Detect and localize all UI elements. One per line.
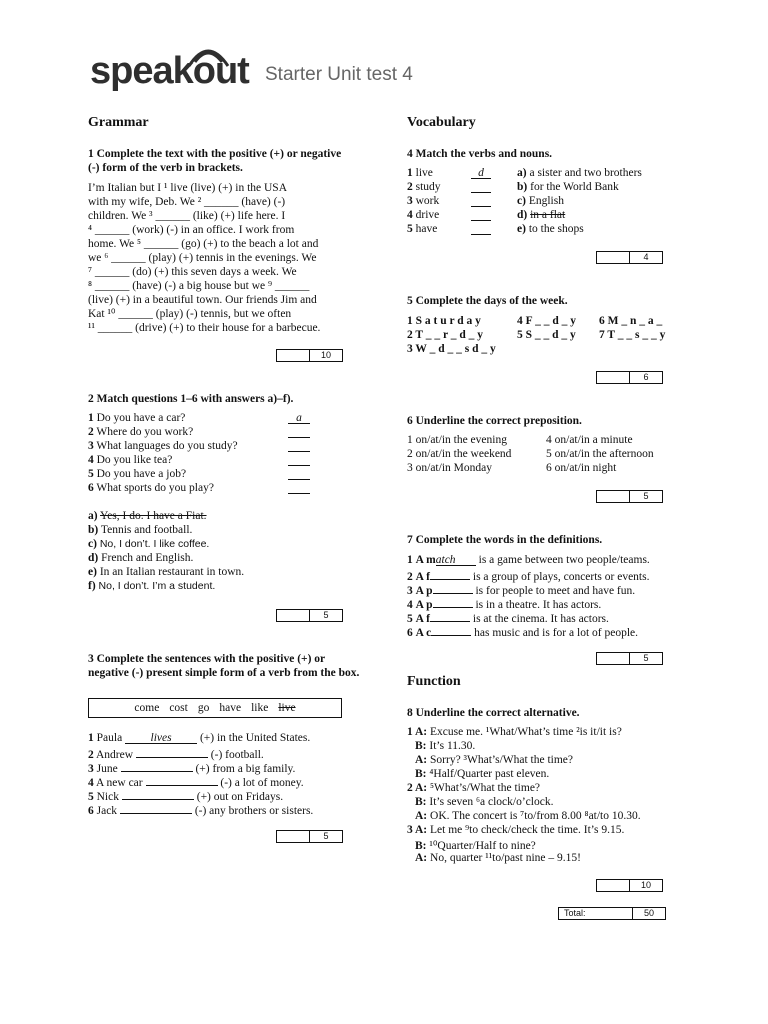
ex3-instruction: 3 Complete the sentences with the positive (+) or negative (-) present simple form of a verb from the box. [88,653,360,679]
answer-letter: d) [88,552,99,564]
question-row [88,412,302,424]
dialogue-line [415,852,581,864]
definition-row [407,610,609,625]
answer-text: In an Italian restaurant in town. [99,566,245,578]
grammar-heading: Grammar [88,115,149,130]
logo-text: speakout [90,50,249,92]
sentence-end: (-) any brothers or sisters. [194,805,314,817]
sentence-end: (+) in the United States. [199,732,311,744]
definition-row [407,624,638,639]
total-score-box[interactable] [558,907,666,920]
verb: drive [415,209,440,221]
word-start: A c [415,627,432,639]
match-blank[interactable] [471,195,491,207]
vocabulary-heading: Vocabulary [407,115,476,130]
dialogue-line [415,754,573,766]
question-row [88,426,193,438]
match-row [407,209,667,223]
preposition-item[interactable]: 3 on/at/in Monday [407,462,492,474]
definition-row [407,554,650,566]
ex1-line[interactable]: ⁸ ______ (have) (-) a big house but we ⁹ ______ [88,280,310,292]
word-box-item: come [134,702,160,714]
ex8-score: 10 [640,880,651,890]
verb: study [415,181,441,193]
answer-blank[interactable]: a [288,412,310,424]
answer-letter: a) [88,510,98,522]
speaker: B: [415,740,427,752]
question-text: What languages do you study? [96,440,238,452]
noun: English [528,195,564,207]
dialogue-line [415,740,475,752]
preposition-item[interactable]: 4 on/at/in a minute [546,434,633,446]
answer-blank[interactable] [288,482,310,494]
match-row [407,181,667,195]
day-item[interactable]: 2 T _ _ r _ d _ y [407,329,484,341]
word-box [88,698,342,718]
subject: Andrew [96,749,134,761]
answer-option [88,552,193,564]
ex5-instruction: 5 Complete the days of the week. [407,295,568,307]
ex8-score-box[interactable] [596,879,663,892]
verb: work [415,195,440,207]
noun: for the World Bank [530,181,619,193]
verb-blank[interactable] [146,774,218,786]
day-item[interactable]: 7 T _ _ s _ _ y [599,329,666,341]
function-heading: Function [407,674,461,689]
ex1-line[interactable]: Kat ¹⁰ ______ (play) (-) tennis, but we often [88,308,292,320]
question-row [88,440,238,452]
answer-blank[interactable] [288,454,310,466]
sentence-end: (-) a lot of money. [220,777,304,789]
ex3-score-box[interactable] [276,830,343,843]
word-box-item: have [219,702,242,714]
answer-text: No, I don’t. I like coffee. [99,538,210,550]
question-text: Do you have a car? [96,412,186,424]
item-number: 1 [407,167,413,179]
dialogue-text[interactable]: ⁵What’s/What the time? [430,782,541,794]
ex1-line[interactable]: home. We ⁵ ______ (go) (+) to the beach a lot and [88,238,319,250]
noun-letter: e) [517,223,526,235]
total-score: 50 [643,908,654,918]
item-number: 2 [407,571,413,583]
verb: have [415,223,438,235]
dialogue-line [407,782,540,794]
dialogue-text[interactable]: ¹⁰Quarter/Half to nine? [429,840,536,852]
preposition-item[interactable]: 1 on/at/in the evening [407,434,507,446]
sentence-end: (+) out on Fridays. [196,791,284,803]
ex1-line[interactable]: (live) (+) in a beautiful town. Our friends Jim and [88,294,317,306]
item-number: 6 [407,627,413,639]
page-title: Starter Unit test 4 [265,64,413,85]
question-text: What sports do you play? [96,482,214,494]
match-blank[interactable]: d [471,167,491,179]
noun: in a flat [530,209,566,221]
word-box-item: go [197,702,210,714]
ex4-instruction: 4 Match the verbs and nouns. [407,148,553,160]
dialogue-line [407,726,622,738]
word-start: A p [415,599,433,611]
answer-text: No, I don’t. I’m a student. [98,580,216,592]
speaker: 1 A: [407,726,428,738]
sentence-row [88,774,304,789]
speaker: B: [415,768,427,780]
definition-row [407,582,635,597]
definition-text: is a group of plays, concerts or events. [472,571,650,583]
ex2-score-box[interactable] [276,609,343,622]
match-blank[interactable] [471,209,491,221]
speaker: A: [415,852,428,864]
item-number: 6 [88,805,94,817]
sentence-row [88,760,295,775]
ex7-instruction: 7 Complete the words in the definitions. [407,534,603,546]
answer-option [88,580,215,592]
word-blank[interactable] [430,568,470,580]
dialogue-text[interactable]: OK. The concert is ⁷to/from 8.00 ⁸at/to 10.30. [430,810,641,822]
match-row [407,167,667,181]
question-number: 4 [88,454,94,466]
ex2-score: 5 [323,610,329,620]
ex3-score: 5 [323,831,329,841]
answer-option [88,510,207,522]
word-blank[interactable]: atch [436,554,476,566]
item-number: 3 [88,763,94,775]
answer-blank[interactable] [288,468,310,480]
definition-row [407,568,649,583]
speaker: A: [415,810,428,822]
subject: Nick [96,791,119,803]
ex4-score: 4 [643,252,649,262]
item-number: 1 [88,732,94,744]
ex1-text [88,181,378,335]
answer-letter: b) [88,524,99,536]
dialogue-line [415,838,536,852]
definition-text: has music and is for a lot of people. [474,627,638,639]
match-row [407,223,667,237]
sentence-end: (-) football. [210,749,264,761]
question-text: Where do you work? [96,426,194,438]
word-blank[interactable] [430,610,470,622]
dialogue-text[interactable]: Sorry? ³What’s/What the time? [430,754,574,766]
ex1-line[interactable]: ¹¹ ______ (drive) (+) to their house for a barbecue. [88,322,321,334]
dialogue-text[interactable]: No, quarter ¹¹to/past nine – 9.15! [430,852,581,864]
ex6-instruction: 6 Underline the correct preposition. [407,415,582,427]
word-blank[interactable] [431,624,471,636]
word-box-item: like [251,702,269,714]
question-text: Do you have a job? [96,468,187,480]
noun-letter: c) [517,195,526,207]
ex1-score: 10 [320,350,331,360]
verb: live [415,167,433,179]
preposition-item[interactable]: 5 on/at/in the afternoon [546,448,654,460]
answer-blank[interactable] [288,440,310,452]
ex7-score-box[interactable] [596,652,663,665]
subject: Jack [96,805,118,817]
item-number: 4 [88,777,94,789]
item-number: 1 [407,554,413,566]
dialogue-text[interactable]: It’s 11.30. [429,740,476,752]
ex5-score: 6 [643,372,649,382]
word-start: A m [415,554,436,566]
subject: Paula [96,732,123,744]
definition-text: is a game between two people/teams. [478,554,650,566]
day-item[interactable]: 4 F _ _ d _ y [517,315,576,327]
question-number: 5 [88,468,94,480]
word-box-item: cost [169,702,188,714]
noun: to the shops [528,223,584,235]
preposition-item[interactable]: 6 on/at/in night [546,462,617,474]
ex1-line[interactable]: ⁷ ______ (do) (+) this seven days a week. We [88,266,297,278]
item-number: 2 [407,181,413,193]
ex1-line[interactable]: ⁴ ______ (work) (-) in an office. I work from [88,224,295,236]
sentence-row [88,802,313,817]
definition-row [407,596,601,611]
item-number: 3 [407,195,413,207]
speaker: B: [415,840,427,852]
word-blank[interactable] [433,596,473,608]
dialogue-line [415,796,553,808]
ex1-score-box[interactable] [276,349,343,362]
verb-blank[interactable] [122,788,194,800]
ex2-instruction: 2 Match questions 1–6 with answers a)–f). [88,393,294,405]
question-row [88,482,214,494]
item-number: 4 [407,599,413,611]
verb-blank[interactable] [120,802,192,814]
verb-blank[interactable]: lives [125,732,197,744]
answer-letter: c) [88,538,97,550]
dialogue-line [415,810,641,822]
verb-blank[interactable] [121,760,193,772]
ex5-score-box[interactable] [596,371,663,384]
speaker: 2 A: [407,782,428,794]
day-item[interactable]: 1 S a t u r d a y [407,315,481,327]
ex8-instruction: 8 Underline the correct alternative. [407,707,580,719]
match-blank[interactable] [471,223,491,235]
item-number: 5 [407,223,413,235]
speaker: B: [415,796,427,808]
answer-text: Tennis and football. [100,524,193,536]
word-box-item-used: live [278,702,296,714]
noun-letter: d) [517,209,528,221]
answer-option [88,538,209,550]
ex1-line[interactable]: with my wife, Deb. We ² ______ (have) (-) [88,196,286,208]
noun: a sister and two brothers [529,167,642,179]
sentence-row [88,732,310,744]
item-number: 4 [407,209,413,221]
ex6-score: 5 [643,491,649,501]
sentence-row [88,746,264,761]
noun-letter: b) [517,181,528,193]
day-item[interactable]: 6 M _ n _ a _ [599,315,663,327]
item-number: 5 [88,791,94,803]
match-blank[interactable] [471,181,491,193]
dialogue-text[interactable]: It’s seven ⁶a clock/o’clock. [429,796,554,808]
question-number: 6 [88,482,94,494]
definition-text: is at the cinema. It has actors. [472,613,609,625]
item-number: 5 [407,613,413,625]
ex6-score-box[interactable] [596,490,663,503]
answer-blank[interactable] [288,426,310,438]
preposition-item[interactable]: 2 on/at/in the weekend [407,448,512,460]
dialogue-text[interactable]: Let me ⁹to check/check the time. It’s 9.15. [430,824,625,836]
answer-letter: f) [88,580,96,592]
sentence-row [88,788,283,803]
word-blank[interactable] [433,582,473,594]
answer-text: French and English. [101,552,194,564]
dialogue-line [415,768,549,780]
subject: June [96,763,118,775]
ex1-line[interactable]: children. We ³ ______ (like) (+) life here. I [88,210,286,222]
answer-letter: e) [88,566,97,578]
verb-blank[interactable] [136,746,208,758]
word-start: A f [415,613,430,625]
total-label: Total: [559,908,633,919]
speaker: 3 A: [407,824,428,836]
question-row [88,468,186,480]
ex1-instruction: 1 Complete the text with the positive (+) or negative (-) form of the verb in brackets. [88,148,342,174]
subject: A new car [96,777,143,789]
match-row [407,195,667,209]
question-number: 1 [88,412,94,424]
dialogue-line [407,824,624,836]
speaker: A: [415,754,428,766]
item-number: 3 [407,585,413,597]
definition-text: is in a theatre. It has actors. [475,599,602,611]
answer-option [88,566,244,578]
question-number: 3 [88,440,94,452]
question-text: Do you like tea? [96,454,173,466]
answer-text: Yes, I do. I have a Fiat. [100,510,207,522]
item-number: 2 [88,749,94,761]
ex4-score-box[interactable] [596,251,663,264]
dialogue-text[interactable]: Excuse me. ¹What/What’s time ²is it/it is? [430,726,622,738]
noun-letter: a) [517,167,527,179]
ex1-line[interactable]: we ⁶ ______ (play) (+) tennis in the evenings. We [88,252,317,264]
definition-text: is for people to meet and have fun. [475,585,636,597]
dialogue-text[interactable]: ⁴Half/Quarter past eleven. [429,768,550,780]
sentence-end: (+) from a big family. [195,763,296,775]
question-number: 2 [88,426,94,438]
ex7-score: 5 [643,653,649,663]
question-row [88,454,172,466]
day-item[interactable]: 3 W _ d _ _ s d _ y [407,343,496,355]
word-start: A f [415,571,430,583]
ex1-line[interactable]: I’m Italian but I ¹ live (live) (+) in the USA [88,182,287,194]
word-start: A p [415,585,433,597]
day-item[interactable]: 5 S _ _ d _ y [517,329,576,341]
answer-option [88,524,192,536]
